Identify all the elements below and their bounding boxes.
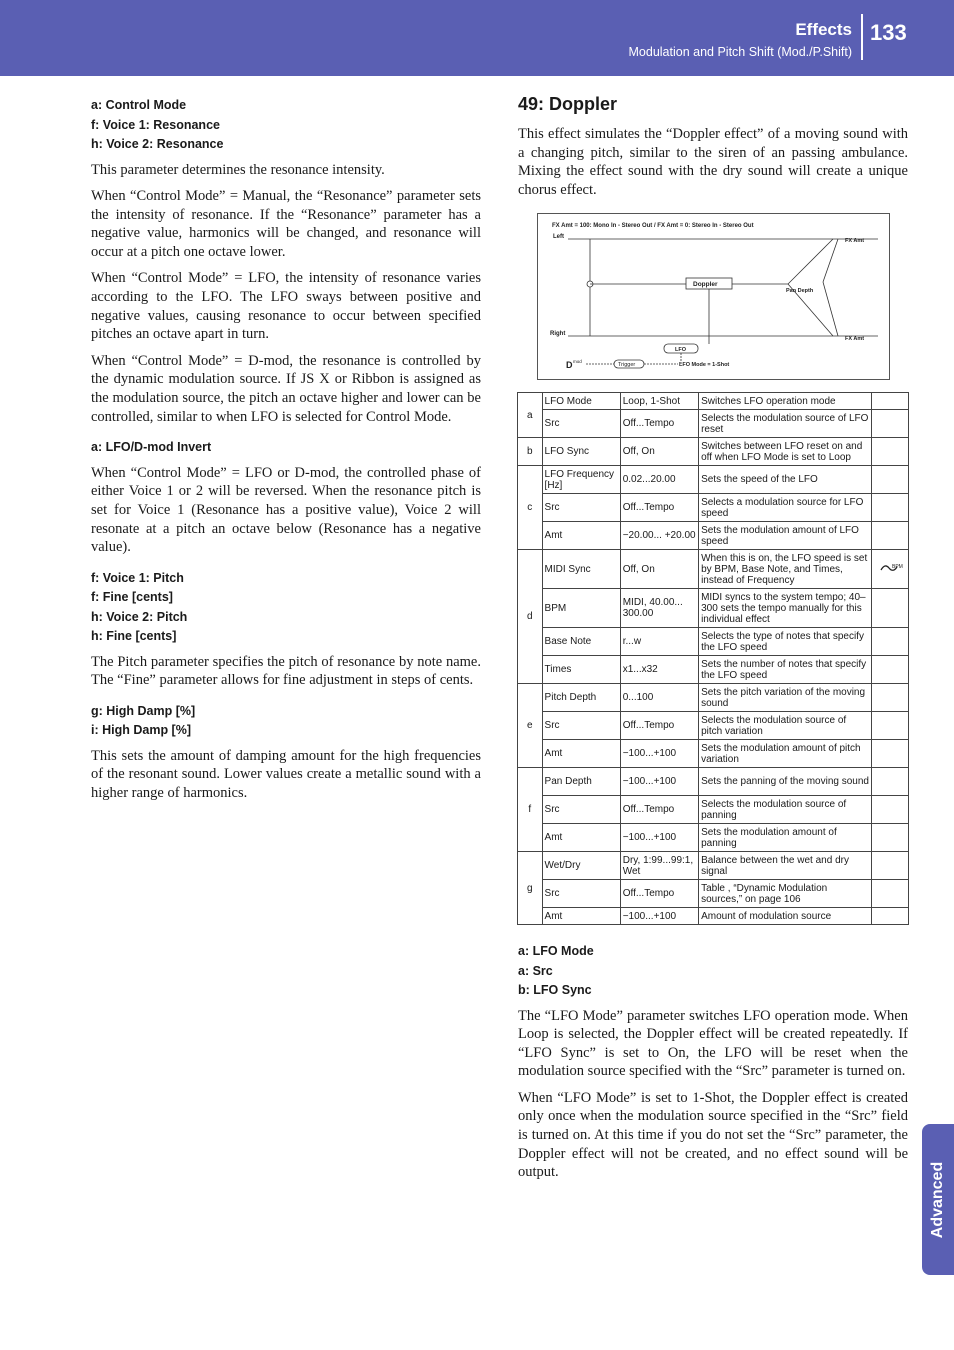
param-range: −100...+100 — [620, 768, 698, 796]
icon-cell — [872, 740, 909, 768]
table-row — [518, 393, 909, 410]
table-row — [518, 522, 909, 550]
group-letter: c — [518, 466, 543, 550]
group-letter: g — [518, 852, 543, 925]
icon-cell — [872, 880, 909, 908]
table-row — [518, 466, 909, 494]
param-heading: f: Voice 1: Resonance — [91, 117, 220, 132]
param-description: Balance between the wet and dry signal — [699, 852, 872, 880]
table-row — [518, 796, 909, 824]
heading-group-lfo — [518, 942, 908, 1001]
param-range: Off...Tempo — [620, 712, 698, 740]
lfo-label: LFO — [675, 347, 686, 353]
param-name: Src — [542, 796, 620, 824]
param-range: Off...Tempo — [620, 880, 698, 908]
icon-cell — [872, 656, 909, 684]
icon-cell — [872, 494, 909, 522]
table-row — [518, 740, 909, 768]
icon-cell — [872, 550, 909, 589]
param-heading: b: LFO Sync — [518, 983, 592, 997]
left-column — [91, 96, 481, 811]
heading-group-control-mode — [91, 96, 481, 155]
param-name: Wet/Dry — [542, 852, 620, 880]
paragraph: The Pitch parameter specifies the pitch of resonance by note name. The “Fine” parameter allows for fine adjustment in steps of cents. — [91, 653, 481, 689]
param-range: −100...+100 — [620, 740, 698, 768]
tempo-sync-icon — [879, 563, 903, 577]
param-name: Amt — [542, 522, 620, 550]
param-name: MIDI Sync — [542, 550, 620, 589]
dmod-sub-label: mod — [573, 359, 582, 364]
paragraph: When “Control Mode” = LFO, the intensity of resonance varies according to the LFO. The LFO sways between positive and negative values, causing resonance to occur between specified pitches an octave apart in turn. — [91, 270, 481, 343]
icon-cell — [872, 712, 909, 740]
param-description: Selects the modulation source of panning — [699, 796, 872, 824]
icon-cell — [872, 684, 909, 712]
paragraph: When “Control Mode” = LFO or D-mod, the controlled phase of either Voice 1 or 2 will be reversed. When the resonance pitch is set for Voice 1 (Resonance has a positive value), Voice 2 will resonate at a pitch an octave below (Resonance has a negative value). — [91, 464, 481, 556]
group-letter: f — [518, 768, 543, 852]
lfo-mode-description — [518, 942, 908, 1190]
table-row — [518, 852, 909, 880]
param-range: x1...x32 — [620, 656, 698, 684]
svg-text:BPM: BPM — [892, 563, 903, 570]
fx-amt-label-top: FX Amt — [845, 238, 865, 244]
param-name: Src — [542, 494, 620, 522]
param-range: Off...Tempo — [620, 796, 698, 824]
param-heading: g: High Damp [%] — [91, 703, 196, 718]
param-description: Selects the type of notes that specify the LFO speed — [699, 628, 872, 656]
param-range: −100...+100 — [620, 908, 698, 925]
param-heading: f: Voice 1: Pitch — [91, 570, 184, 585]
group-letter: d — [518, 550, 543, 684]
param-name: Times — [542, 656, 620, 684]
param-range: MIDI, 40.00... 300.00 — [620, 589, 698, 628]
param-range: r...w — [620, 628, 698, 656]
param-range: Loop, 1-Shot — [620, 393, 698, 410]
param-heading: a: LFO Mode — [518, 944, 594, 958]
param-name: BPM — [542, 589, 620, 628]
paragraph: This parameter determines the resonance intensity. — [91, 161, 385, 178]
paragraph: When “LFO Mode” is set to 1-Shot, the Doppler effect is created only once when the modulation source specified in the “Src” field is turned on. At this time if you do not set the “Src” parameter, the Doppler effect will not be created, and no effect sound will be output. — [518, 1089, 908, 1181]
paragraph: This effect simulates the “Doppler effect” of a moving sound with a changing pitch, similar to the siren of an passing ambulance. Mixing the effect sound with the dry sound will create a unique chorus effect. — [518, 126, 908, 198]
param-description: Sets the panning of the moving sound — [699, 768, 872, 796]
right-column — [518, 94, 908, 207]
param-range: 0...100 — [620, 684, 698, 712]
icon-cell — [872, 466, 909, 494]
param-heading: i: High Damp [%] — [91, 723, 191, 738]
param-range: Dry, 1:99...99:1, Wet — [620, 852, 698, 880]
param-range: 0.02...20.00 — [620, 466, 698, 494]
param-description: Sets the modulation amount of LFO speed — [699, 522, 872, 550]
left-input-label: Left — [553, 234, 564, 240]
section-title: Effects — [795, 20, 852, 39]
icon-cell — [872, 589, 909, 628]
paragraph: When “Control Mode” = Manual, the “Resonance” parameter sets the intensity of resonance. If the “Resonance” parameter has a negative value, harmonics will be changed, and resonance will occur at a pitch one octave lower. — [91, 188, 481, 260]
param-description: Sets the pitch variation of the moving sound — [699, 684, 872, 712]
param-name: LFO Mode — [542, 393, 620, 410]
signal-flow-diagram — [537, 213, 890, 380]
table-row — [518, 628, 909, 656]
param-heading: h: Fine [cents] — [91, 629, 177, 644]
param-name: Amt — [542, 824, 620, 852]
param-name: Src — [542, 410, 620, 438]
param-name: Src — [542, 880, 620, 908]
group-letter: a — [518, 393, 543, 438]
param-description: Sets the modulation amount of pitch variation — [699, 740, 872, 768]
table-row — [518, 684, 909, 712]
table-row — [518, 880, 909, 908]
param-range: Off, On — [620, 438, 698, 466]
param-description: Table , “Dynamic Modulation sources,” on page 106 — [699, 880, 872, 908]
param-description: When this is on, the LFO speed is set by BPM, Base Note, and Times, instead of Frequency — [699, 550, 872, 589]
param-name: LFO Frequency [Hz] — [542, 466, 620, 494]
param-heading: a: Control Mode — [91, 98, 187, 112]
icon-cell — [872, 522, 909, 550]
param-description: Switches between LFO reset on and off when LFO Mode is set to Loop — [699, 438, 872, 466]
paragraph: When “Control Mode” = D-mod, the resonance is controlled by the dynamic modulation source. If JS X or Ribbon is assigned as the modulation source, the pitch an octave higher and lower can be controlled, similar to when LFO is selected for Control Mode. — [91, 352, 481, 425]
fx-amt-label-bottom: FX Amt — [845, 336, 865, 342]
table-row — [518, 768, 909, 796]
chapter-tab[interactable] — [922, 1124, 954, 1275]
table-row — [518, 494, 909, 522]
param-heading: a: LFO/D-mod Invert — [91, 440, 212, 455]
table-row — [518, 824, 909, 852]
param-description: Selects the modulation source of pitch variation — [699, 712, 872, 740]
table-row — [518, 712, 909, 740]
page-header — [0, 0, 954, 76]
param-description: MIDI syncs to the system tempo; 40–300 sets the tempo manually for this individual effect — [699, 589, 872, 628]
diagram-mode-label: FX Amt = 100: Mono In - Stereo Out / FX Amt = 0: Stereo In - Stereo Out — [552, 223, 754, 229]
param-heading: f: Fine [cents] — [91, 590, 173, 605]
icon-cell — [872, 768, 909, 796]
param-description: Selects a modulation source for LFO speed — [699, 494, 872, 522]
parameter-table — [517, 392, 909, 925]
table-row — [518, 656, 909, 684]
param-heading: h: Voice 2: Pitch — [91, 609, 188, 624]
right-input-label: Right — [550, 331, 566, 337]
header-divider — [861, 14, 863, 60]
param-name: Pitch Depth — [542, 684, 620, 712]
doppler-label: Doppler — [693, 281, 718, 288]
param-name: LFO Sync — [542, 438, 620, 466]
section-subtitle: Modulation and Pitch Shift (Mod./P.Shift) — [628, 45, 852, 59]
heading-group-pitch — [91, 569, 481, 647]
param-heading: h: Voice 2: Resonance — [91, 137, 224, 151]
param-name: Src — [542, 712, 620, 740]
table-row — [518, 438, 909, 466]
paragraph: The “LFO Mode” parameter switches LFO operation mode. When Loop is selected, the Doppler effect will be created repeatedly. If “LFO Sync” is set to On, the LFO will be reset when the modulation source specified with the “Src” parameter is turned on. — [518, 1007, 908, 1080]
param-range: Off...Tempo — [620, 410, 698, 438]
param-description: Sets the modulation amount of panning — [699, 824, 872, 852]
trigger-label: Trigger — [618, 362, 636, 368]
page-number: 133 — [870, 20, 907, 45]
icon-cell — [872, 628, 909, 656]
param-description: Sets the speed of the LFO — [699, 466, 872, 494]
heading-group-damp — [91, 702, 481, 741]
icon-cell — [872, 393, 909, 410]
param-range: −20.00... +20.00 — [620, 522, 698, 550]
group-letter: b — [518, 438, 543, 466]
param-description: Switches LFO operation mode — [699, 393, 872, 410]
table-row — [518, 908, 909, 925]
heading-group-invert — [91, 438, 481, 458]
param-name: Amt — [542, 908, 620, 925]
param-description: Amount of modulation source — [699, 908, 872, 925]
table-row — [518, 550, 909, 589]
icon-cell — [872, 908, 909, 925]
param-range: −100...+100 — [620, 824, 698, 852]
chapter-tab-label: Advanced — [929, 1161, 946, 1238]
lfo-mode-label: LFO Mode = 1-Shot — [679, 362, 730, 368]
icon-cell — [872, 852, 909, 880]
icon-cell — [872, 438, 909, 466]
param-description: Selects the modulation source of LFO reset — [699, 410, 872, 438]
pan-depth-label: Pan Depth — [786, 288, 814, 294]
table-row — [518, 589, 909, 628]
effect-title: 49: Doppler — [518, 94, 618, 114]
param-range: Off, On — [620, 550, 698, 589]
group-letter: e — [518, 684, 543, 768]
icon-cell — [872, 410, 909, 438]
icon-cell — [872, 824, 909, 852]
param-range: Off...Tempo — [620, 494, 698, 522]
paragraph: This sets the amount of damping amount for the high frequencies of the resonant sound. Lower values create a metallic sound with a higher range of harmonics. — [91, 747, 481, 802]
param-name: Amt — [542, 740, 620, 768]
param-heading: a: Src — [518, 963, 553, 978]
param-name: Pan Depth — [542, 768, 620, 796]
param-name: Base Note — [542, 628, 620, 656]
param-description: Sets the number of notes that specify the LFO speed — [699, 656, 872, 684]
dmod-label: D — [566, 360, 573, 370]
icon-cell — [872, 796, 909, 824]
table-row — [518, 410, 909, 438]
